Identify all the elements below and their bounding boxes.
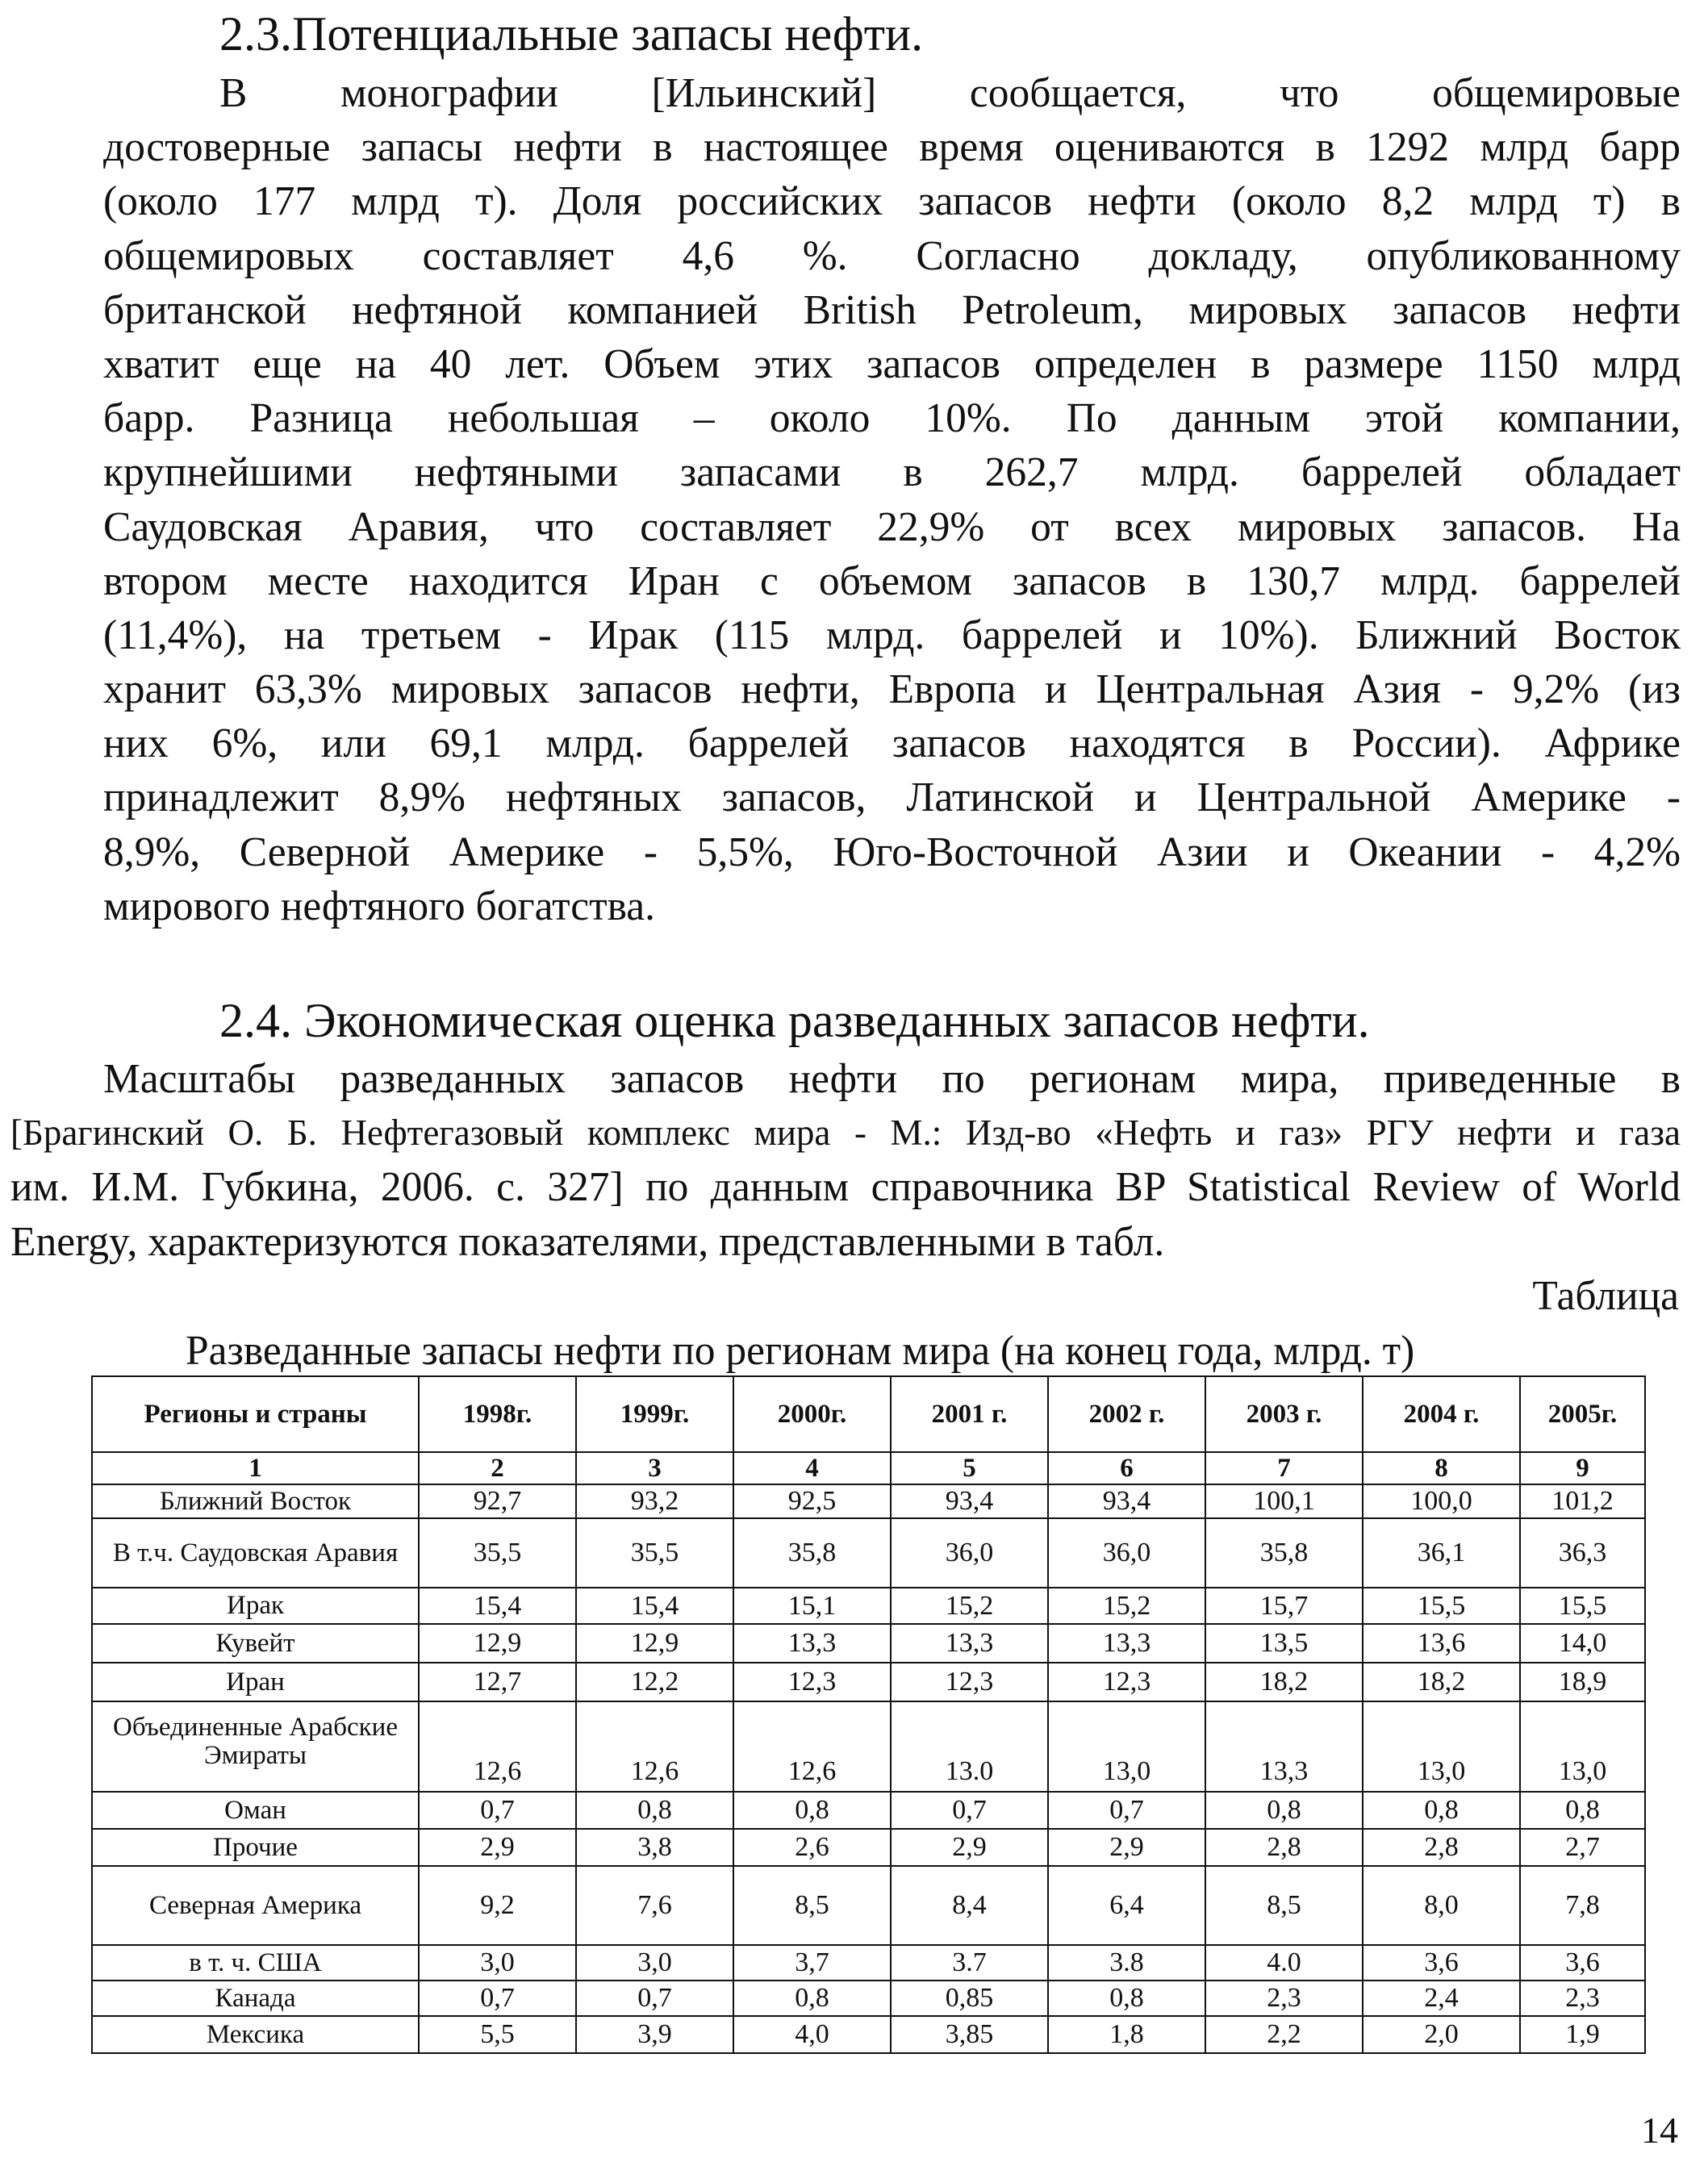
value-cell: 1,9	[1520, 2016, 1645, 2053]
value-cell: 3,6	[1363, 1945, 1520, 1981]
value-cell: 100,1	[1205, 1484, 1363, 1518]
value-cell: 0,7	[419, 1981, 576, 2016]
value-cell: 7,8	[1520, 1866, 1645, 1945]
value-cell: 2,3	[1205, 1981, 1363, 2016]
table-row	[92, 1792, 1645, 1829]
value-cell: 2,7	[1520, 1829, 1645, 1866]
column-number-cell: 7	[1205, 1452, 1363, 1484]
value-cell: 13,0	[1363, 1701, 1520, 1792]
value-cell: 2,9	[1048, 1829, 1205, 1866]
value-cell: 9,2	[419, 1866, 576, 1945]
value-cell: 12,6	[576, 1701, 733, 1792]
value-cell: 6,4	[1048, 1866, 1205, 1945]
value-cell: 13,3	[733, 1624, 891, 1663]
value-cell: 3,6	[1520, 1945, 1645, 1981]
region-cell: Мексика	[92, 2016, 419, 2053]
value-cell: 0,7	[891, 1792, 1048, 1829]
section-heading-2-3: 2.3.Потенциальные запасы нефти.	[219, 7, 924, 61]
value-cell: 2,2	[1205, 2016, 1363, 2053]
region-cell: Канада	[92, 1981, 419, 2016]
value-cell: 93,2	[576, 1484, 733, 1518]
value-cell: 3,85	[891, 2016, 1048, 2053]
value-cell: 13,6	[1363, 1624, 1520, 1663]
value-cell: 0,8	[1363, 1792, 1520, 1829]
value-cell: 15,7	[1205, 1588, 1363, 1624]
body-line: общемировых составляет 4,6 %. Согласно докладу, опубликованному	[103, 232, 1681, 279]
header-cell: 2004 г.	[1363, 1376, 1520, 1452]
value-cell: 2,9	[419, 1829, 576, 1866]
value-cell: 35,5	[576, 1518, 733, 1588]
value-cell: 3,9	[576, 2016, 733, 2053]
value-cell: 35,8	[733, 1518, 891, 1588]
section-2-3-body	[103, 66, 1681, 933]
value-cell: 0,8	[1205, 1792, 1363, 1829]
table-row	[92, 1981, 1645, 2016]
body-line: 8,9%, Северной Америке - 5,5%, Юго-Восточной Азии и Океании - 4,2%	[103, 829, 1681, 875]
value-cell: 15,5	[1520, 1588, 1645, 1624]
header-cell: 2002 г.	[1048, 1376, 1205, 1452]
value-cell: 2,0	[1363, 2016, 1520, 2053]
value-cell: 12,9	[419, 1624, 576, 1663]
body-line: хранит 63,3% мировых запасов нефти, Европа и Центральная Азия - 9,2% (из	[103, 666, 1681, 713]
region-cell: Прочие	[92, 1829, 419, 1866]
value-cell: 101,2	[1520, 1484, 1645, 1518]
body-line: британской нефтяной компанией British Petroleum, мировых запасов нефти	[103, 286, 1681, 333]
value-cell: 14,0	[1520, 1624, 1645, 1663]
value-cell: 0,8	[1520, 1792, 1645, 1829]
column-number-cell: 1	[92, 1452, 419, 1484]
value-cell: 13,3	[891, 1624, 1048, 1663]
body-line: Саудовская Аравия, что составляет 22,9% от всех мировых запасов. На	[103, 503, 1681, 550]
region-cell: Ирак	[92, 1588, 419, 1624]
body-line: Масштабы разведанных запасов нефти по регионам мира, приведенные в	[103, 1056, 1681, 1102]
value-cell: 7,6	[576, 1866, 733, 1945]
value-cell: 0,8	[1048, 1981, 1205, 2016]
value-cell: 2,4	[1363, 1981, 1520, 2016]
value-cell: 0,8	[576, 1792, 733, 1829]
table-header-row	[92, 1376, 1645, 1452]
value-cell: 15,2	[1048, 1588, 1205, 1624]
value-cell: 36,1	[1363, 1518, 1520, 1588]
value-cell: 3,7	[733, 1945, 891, 1981]
column-number-cell: 6	[1048, 1452, 1205, 1484]
value-cell: 2,3	[1520, 1981, 1645, 2016]
value-cell: 12,3	[891, 1663, 1048, 1701]
table-row	[92, 1588, 1645, 1624]
value-cell: 12,2	[576, 1663, 733, 1701]
value-cell: 36,3	[1520, 1518, 1645, 1588]
value-cell: 1,8	[1048, 2016, 1205, 2053]
table-row	[92, 2016, 1645, 2053]
value-cell: 8,0	[1363, 1866, 1520, 1945]
value-cell: 18,2	[1205, 1663, 1363, 1701]
value-cell: 12,9	[576, 1624, 733, 1663]
value-cell: 8,5	[733, 1866, 891, 1945]
table-row	[92, 1945, 1645, 1981]
value-cell: 15,4	[576, 1588, 733, 1624]
value-cell: 13,0	[1048, 1701, 1205, 1792]
table-row	[92, 1518, 1645, 1588]
value-cell: 8,4	[891, 1866, 1048, 1945]
value-cell: 3,8	[576, 1829, 733, 1866]
value-cell: 100,0	[1363, 1484, 1520, 1518]
column-number-cell: 5	[891, 1452, 1048, 1484]
region-cell: Иран	[92, 1663, 419, 1701]
value-cell: 2,6	[733, 1829, 891, 1866]
value-cell: 35,8	[1205, 1518, 1363, 1588]
value-cell: 18,2	[1363, 1663, 1520, 1701]
value-cell: 15,1	[733, 1588, 891, 1624]
section-2-4-body	[10, 1052, 1681, 1269]
table-row	[92, 1624, 1645, 1663]
body-line: (11,4%), на третьем - Ирак (115 млрд. баррелей и 10%). Ближний Восток	[103, 612, 1681, 658]
value-cell: 4,0	[733, 2016, 891, 2053]
region-cell: Оман	[92, 1792, 419, 1829]
value-cell: 0,7	[576, 1981, 733, 2016]
region-cell: Объединенные Арабские Эмираты	[92, 1701, 419, 1792]
region-cell: в т. ч. США	[92, 1945, 419, 1981]
body-line: втором месте находится Иран с объемом запасов в 130,7 млрд. баррелей	[103, 557, 1681, 604]
value-cell: 0,8	[733, 1981, 891, 2016]
value-cell: 15,5	[1363, 1588, 1520, 1624]
body-line: крупнейшими нефтяными запасами в 262,7 млрд. баррелей обладает	[103, 449, 1681, 496]
value-cell: 8,5	[1205, 1866, 1363, 1945]
value-cell: 3,0	[576, 1945, 733, 1981]
value-cell: 12,6	[419, 1701, 576, 1792]
table-caption: Разведанные запасы нефти по регионам мира (на конец года, млрд. т)	[186, 1328, 1415, 1374]
table-row	[92, 1663, 1645, 1701]
value-cell: 13.0	[891, 1701, 1048, 1792]
table-row	[92, 1866, 1645, 1945]
value-cell: 92,7	[419, 1484, 576, 1518]
column-number-cell: 3	[576, 1452, 733, 1484]
value-cell: 36,0	[1048, 1518, 1205, 1588]
header-cell: Регионы и страны	[92, 1376, 419, 1452]
value-cell: 13,5	[1205, 1624, 1363, 1663]
region-cell: Северная Америка	[92, 1866, 419, 1945]
value-cell: 2,8	[1363, 1829, 1520, 1866]
value-cell: 3,0	[419, 1945, 576, 1981]
region-cell: Ближний Восток	[92, 1484, 419, 1518]
reference-line: [Брагинский О. Б. Нефтегазовый комплекс мира - М.: Изд-во «Нефть и газ» РГУ нефти и газа	[10, 1112, 1681, 1154]
value-cell: 2,8	[1205, 1829, 1363, 1866]
body-line: Energy, характеризуются показателями, представленными в табл.	[10, 1218, 1165, 1265]
column-number-cell: 2	[419, 1452, 576, 1484]
value-cell: 36,0	[891, 1518, 1048, 1588]
value-cell: 13,3	[1205, 1701, 1363, 1792]
table-label: Таблица	[1532, 1273, 1679, 1319]
value-cell: 93,4	[891, 1484, 1048, 1518]
value-cell: 13,0	[1520, 1701, 1645, 1792]
value-cell: 0,7	[419, 1792, 576, 1829]
header-cell: 2003 г.	[1205, 1376, 1363, 1452]
value-cell: 15,2	[891, 1588, 1048, 1624]
region-cell: В т.ч. Саудовская Аравия	[92, 1518, 419, 1588]
value-cell: 3.7	[891, 1945, 1048, 1981]
value-cell: 35,5	[419, 1518, 576, 1588]
value-cell: 15,4	[419, 1588, 576, 1624]
header-cell: 2000г.	[733, 1376, 891, 1452]
table-row	[92, 1484, 1645, 1518]
column-number-cell: 8	[1363, 1452, 1520, 1484]
oil-reserves-table	[91, 1375, 1646, 2054]
page-number: 14	[1641, 2110, 1678, 2151]
value-cell: 12,7	[419, 1663, 576, 1701]
body-line: барр. Разница небольшая – около 10%. По данным этой компании,	[103, 395, 1681, 442]
value-cell: 12,3	[1048, 1663, 1205, 1701]
value-cell: 3.8	[1048, 1945, 1205, 1981]
header-cell: 2001 г.	[891, 1376, 1048, 1452]
header-cell: 1999г.	[576, 1376, 733, 1452]
value-cell: 18,9	[1520, 1663, 1645, 1701]
body-line: хватит еще на 40 лет. Объем этих запасов определен в размере 1150 млрд	[103, 340, 1681, 387]
value-cell: 13,3	[1048, 1624, 1205, 1663]
table-row	[92, 1701, 1645, 1792]
body-line: достоверные запасы нефти в настоящее время оцениваются в 1292 млрд барр	[103, 124, 1681, 171]
value-cell: 0,85	[891, 1981, 1048, 2016]
value-cell: 5,5	[419, 2016, 576, 2053]
column-number-row	[92, 1452, 1645, 1484]
value-cell: 0,7	[1048, 1792, 1205, 1829]
body-line: В монографии [Ильинский] сообщается, что общемировые	[219, 70, 1681, 116]
body-line: мирового нефтяного богатства.	[103, 883, 656, 929]
table-row	[92, 1829, 1645, 1866]
value-cell: 93,4	[1048, 1484, 1205, 1518]
value-cell: 4.0	[1205, 1945, 1363, 1981]
body-line: (около 177 млрд т). Доля российских запасов нефти (около 8,2 млрд т) в	[103, 178, 1681, 225]
value-cell: 2,9	[891, 1829, 1048, 1866]
body-line: них 6%, или 69,1 млрд. баррелей запасов находятся в России). Африке	[103, 720, 1681, 767]
value-cell: 0,8	[733, 1792, 891, 1829]
value-cell: 12,3	[733, 1663, 891, 1701]
header-cell: 1998г.	[419, 1376, 576, 1452]
column-number-cell: 9	[1520, 1452, 1645, 1484]
header-cell: 2005г.	[1520, 1376, 1645, 1452]
body-line: принадлежит 8,9% нефтяных запасов, Латинской и Центральной Америке -	[103, 774, 1681, 821]
region-cell: Кувейт	[92, 1624, 419, 1663]
column-number-cell: 4	[733, 1452, 891, 1484]
value-cell: 92,5	[733, 1484, 891, 1518]
section-heading-2-4: 2.4. Экономическая оценка разведанных запасов нефти.	[219, 994, 1370, 1047]
body-line: им. И.М. Губкина, 2006. с. 327] по данным справочника BP Statistical Review of World	[10, 1164, 1681, 1211]
value-cell: 12,6	[733, 1701, 891, 1792]
